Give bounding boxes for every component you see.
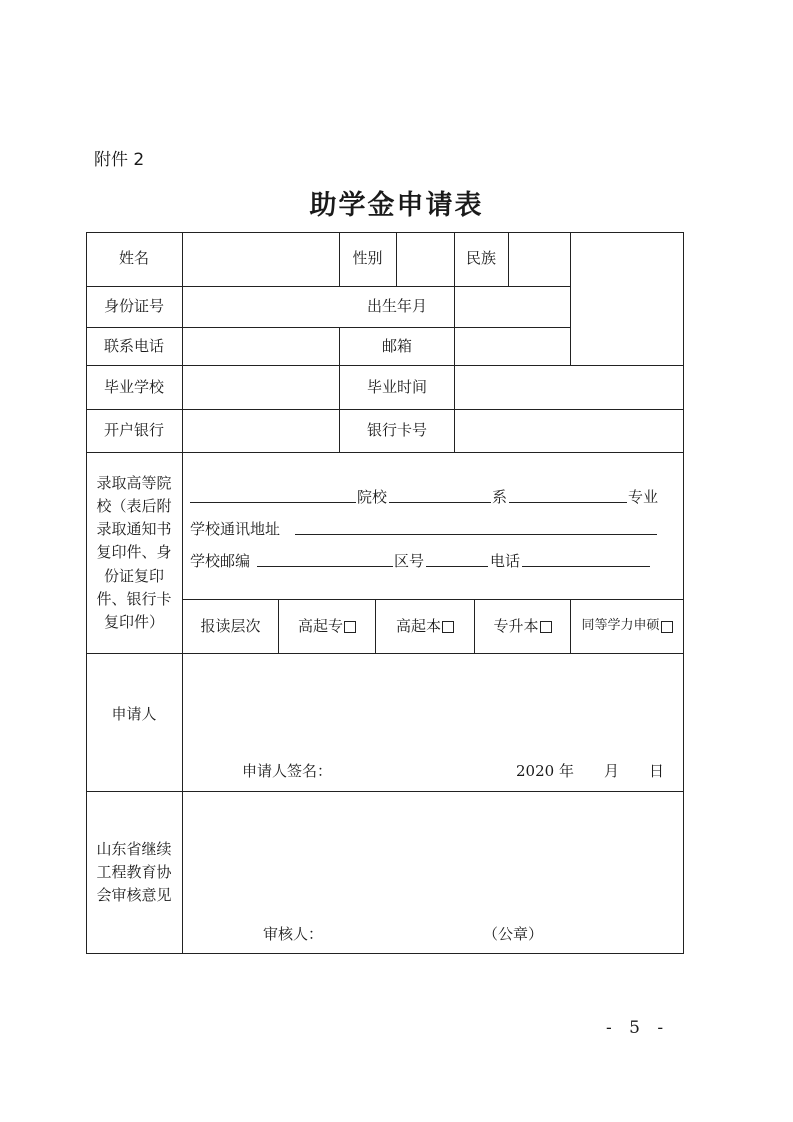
- gender-label: 性别: [352, 249, 383, 268]
- bank-field[interactable]: [183, 410, 339, 452]
- dept-underline[interactable]: [389, 502, 491, 503]
- area-underline[interactable]: [426, 566, 488, 567]
- level-option-label: 高起专: [297, 616, 343, 635]
- page-number: - 5 -: [606, 1018, 670, 1038]
- checkbox-icon[interactable]: [344, 621, 356, 633]
- name-field[interactable]: [183, 232, 339, 286]
- reviewer-label: 审核人：: [263, 925, 324, 943]
- college-underline[interactable]: [190, 502, 356, 503]
- level-option-label: 高起本: [395, 616, 441, 635]
- level-option-2[interactable]: [376, 600, 474, 653]
- major-underline[interactable]: [509, 502, 627, 503]
- apply-date: 2020 年 月 日: [516, 762, 664, 780]
- college-label: 院校: [357, 488, 388, 506]
- grad-time-label: 毕业时间: [366, 377, 427, 396]
- postcode-label: 学校邮编: [190, 552, 251, 570]
- card-label: 银行卡号: [366, 421, 427, 440]
- school-label: 毕业学校: [103, 377, 164, 396]
- level-option-label: 同等学力申硕: [581, 618, 660, 634]
- review-label: 山东省继续工程教育协会审核意见: [96, 839, 172, 905]
- area-label: 区号: [394, 552, 425, 570]
- birth-label: 出生年月: [366, 297, 427, 316]
- card-field[interactable]: [455, 410, 683, 452]
- level-option-label: 专升本: [493, 616, 539, 635]
- seal-label: （公章）: [483, 925, 544, 943]
- school-field[interactable]: [183, 366, 339, 409]
- photo-area[interactable]: [571, 232, 683, 365]
- form-title: 助学金申请表: [309, 190, 484, 221]
- major-label: 专业: [628, 488, 659, 506]
- dept-label: 系: [492, 488, 508, 506]
- checkbox-icon[interactable]: [540, 621, 552, 633]
- ethnicity-field[interactable]: [509, 232, 570, 286]
- border-right: [683, 232, 684, 954]
- border-bottom: [86, 953, 684, 954]
- address-underline[interactable]: [295, 534, 657, 535]
- ethnicity-label: 民族: [465, 249, 496, 268]
- applicant-label: 申请人: [111, 704, 157, 723]
- tel-underline[interactable]: [522, 566, 650, 567]
- gender-field[interactable]: [397, 232, 454, 286]
- name-label: 姓名: [118, 249, 149, 268]
- tel-label: 电话: [490, 552, 521, 570]
- application-form: [86, 232, 684, 954]
- bank-label: 开户银行: [103, 421, 164, 440]
- email-label: 邮箱: [381, 336, 412, 355]
- id-number-field[interactable]: [183, 287, 339, 327]
- postcode-underline[interactable]: [257, 566, 393, 567]
- signature-label: 申请人签名：: [242, 762, 333, 780]
- grad-time-field[interactable]: [455, 366, 683, 409]
- address-label: 学校通讯地址: [190, 520, 281, 538]
- level-option-3[interactable]: [475, 600, 570, 653]
- phone-field[interactable]: [183, 328, 339, 365]
- attachment-label: 附件 2: [94, 150, 145, 170]
- email-field[interactable]: [455, 328, 570, 365]
- checkbox-icon[interactable]: [442, 621, 454, 633]
- id-number-label: 身份证号: [103, 297, 164, 316]
- checkbox-icon[interactable]: [661, 621, 673, 633]
- phone-label: 联系电话: [103, 336, 164, 355]
- birth-field[interactable]: [455, 287, 570, 327]
- level-label: 报读层次: [200, 616, 261, 635]
- admission-label: 录取高等院校（表后附录取通知书复印件、身份证复印件、银行卡复印件）: [96, 473, 172, 632]
- level-option-4[interactable]: [571, 600, 683, 653]
- level-option-1[interactable]: [279, 600, 375, 653]
